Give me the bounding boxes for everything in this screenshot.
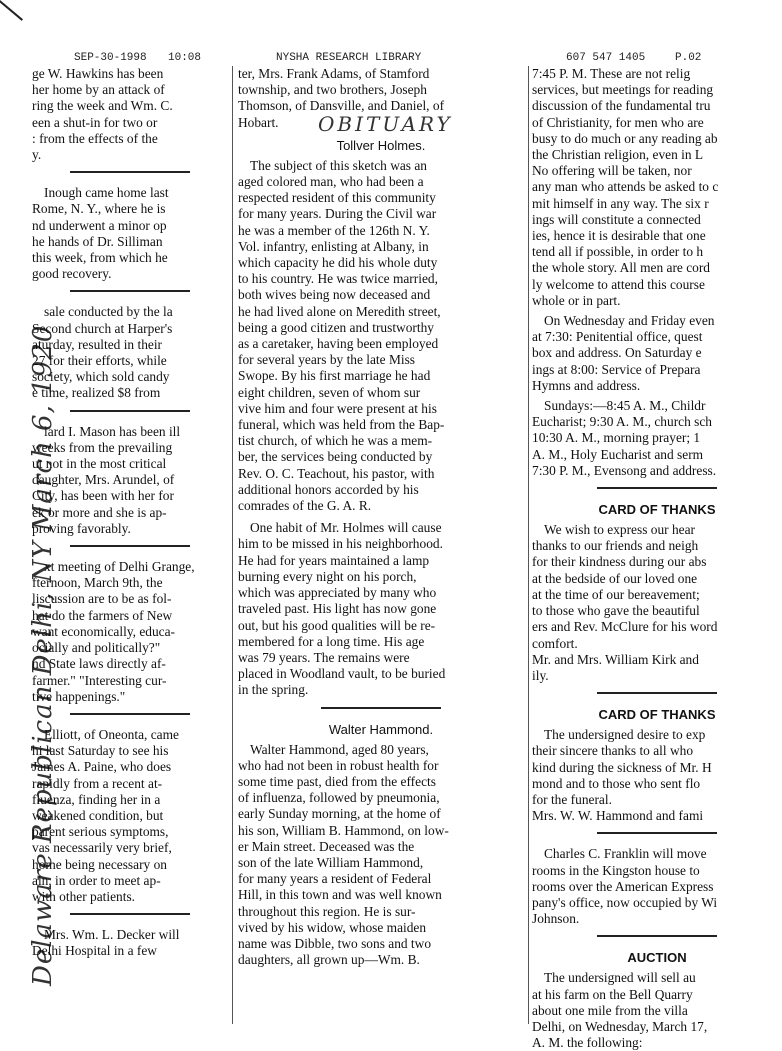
text-line: ly welcome to attend this course — [532, 276, 705, 292]
text-line: Rome, N. Y., where he is — [32, 201, 166, 217]
article-separator — [70, 171, 190, 173]
moving-notice — [532, 846, 782, 927]
text-line: fluenza, finding her in a — [32, 791, 161, 807]
article-separator — [70, 913, 190, 915]
text-line: to his country. He was twice married, — [238, 271, 438, 287]
text-line: placed in Woodland vault, to be buried — [238, 666, 446, 682]
text-line: James A. Paine, who does — [32, 759, 172, 775]
text-line: comrades of the G. A. R. — [238, 498, 372, 514]
text-line: for many years a resident of Federal — [238, 871, 432, 887]
text-line: at 7:30: Penitential office, quest — [532, 329, 703, 345]
text-line: Delhi Hospital in a few — [32, 943, 157, 959]
text-line: aturday, resulted in their — [32, 336, 163, 352]
text-line: for many years. During the Civil war — [238, 206, 437, 222]
church-notice-paragraph — [532, 313, 782, 394]
text-line: ter, Mrs. Frank Adams, of Stamford — [238, 66, 430, 81]
text-line: Mr. and Mrs. William Kirk and — [532, 651, 699, 667]
article-separator — [70, 545, 190, 547]
text-line: eight children, seven of whom sur — [238, 384, 421, 400]
news-item — [32, 185, 228, 282]
column-middle — [238, 66, 524, 1024]
text-line: A. M. the following: — [532, 1035, 643, 1051]
card-of-thanks-heading: CARD OF THANKS — [598, 502, 716, 518]
text-line: vive him and four were present at his — [238, 400, 437, 416]
text-line: box and address. On Saturday e — [532, 345, 702, 361]
card-of-thanks-body — [532, 727, 782, 824]
text-line: her home by an attack of — [32, 82, 165, 98]
text-line: both wives being now deceased and — [238, 287, 431, 303]
text-line: membered for a long time. His age — [238, 633, 425, 649]
column-rule — [232, 66, 233, 1024]
text-line: some time past, died from the effects — [238, 773, 436, 789]
text-line: 27 for their efforts, while — [32, 353, 167, 369]
obituary-paragraph — [238, 742, 524, 969]
text-line: pany's office, now occupied by Wi — [532, 894, 718, 910]
news-item — [32, 559, 228, 705]
text-line: tend all if possible, in order to h — [532, 244, 704, 260]
text-line: 7:30 P. M., Evensong and address. — [532, 462, 717, 478]
text-line: his son, William B. Hammond, on low- — [238, 822, 449, 838]
text-line: in the spring. — [238, 682, 309, 698]
column-left — [32, 66, 228, 1024]
text-line: which was appreciated by many who — [238, 585, 437, 601]
text-line: comfort. — [532, 635, 578, 651]
news-item — [32, 927, 228, 959]
text-line: vived by his widow, whose maiden — [238, 919, 427, 935]
text-line: Johnson. — [532, 911, 580, 927]
text-line: tist church, of which he was a mem- — [238, 433, 433, 449]
text-line: good recovery. — [32, 266, 112, 282]
text-line: ge W. Hawkins has been — [32, 66, 164, 81]
text-line: whole or in part. — [532, 292, 621, 308]
text-line: The subject of this sketch was an — [250, 157, 428, 173]
text-line: him to be missed in his neighborhood. — [238, 536, 443, 552]
text-line: 10:30 A. M., morning prayer; 1 — [532, 430, 701, 446]
text-line: the whole story. All men are cord — [532, 260, 710, 276]
text-line: burning every night on his porch, — [238, 568, 417, 584]
text-line: ocially and politically?" — [32, 640, 161, 656]
text-line: On Wednesday and Friday even — [544, 313, 715, 329]
text-line: He had for years maintained a lamp — [238, 552, 430, 568]
text-line: Eucharist; 9:30 A. M., church sch — [532, 414, 712, 430]
text-line: ring the week and Wm. C. — [32, 98, 173, 114]
auction-heading: AUCTION — [627, 950, 687, 966]
text-line: The undersigned desire to exp — [544, 727, 706, 743]
text-line: Mrs. Wm. L. Decker will — [44, 927, 180, 943]
text-line: as a caretaker, having been employed — [238, 336, 439, 352]
text-line: township, and two brothers, Joseph — [238, 82, 427, 98]
card-of-thanks-body — [532, 522, 782, 684]
article-separator — [597, 832, 717, 834]
article-separator — [70, 410, 190, 412]
text-line: Hymns and address. — [532, 377, 641, 393]
text-line: mond and to those who sent flo — [532, 775, 701, 791]
text-line: ily. — [532, 667, 549, 683]
text-line: throughout this region. He is sur- — [238, 903, 416, 919]
handwritten-obituary-label: OBITUARY — [318, 112, 453, 136]
text-line: services, but meetings for reading — [532, 82, 714, 98]
text-line: Vol. infantry, enlisting at Albany, in — [238, 238, 429, 254]
text-line: with other patients. — [32, 888, 136, 904]
text-line: want economically, educa- — [32, 623, 176, 639]
text-line: of influenza, followed by pneumonia, — [238, 790, 440, 806]
news-item — [32, 727, 228, 905]
text-line: at the time of our bereavement; — [532, 586, 700, 602]
text-line: society, which sold candy — [32, 369, 170, 385]
text-line: nd State laws directly af- — [32, 656, 166, 672]
text-line: ings will constitute a connected — [532, 211, 701, 227]
text-line: about one mile from the villa — [532, 1002, 688, 1018]
text-line: early Sunday morning, at the home of — [238, 806, 441, 822]
text-line: traveled past. His light has now gone — [238, 601, 437, 617]
fax-time: 10:08 — [168, 52, 202, 64]
column-rule — [528, 66, 529, 1024]
church-notice-paragraph — [532, 66, 782, 309]
margin-note-text: Delaware Republican Delhi, NY March 6, 1920 — [28, 324, 58, 986]
auction-body — [532, 970, 782, 1051]
obituary-paragraph — [238, 158, 524, 514]
text-line: proving favorably. — [32, 520, 131, 536]
text-line: xt meeting of Delhi Grange, — [44, 559, 195, 575]
obituary-paragraph — [238, 520, 524, 698]
text-line: fternoon, March 9th, the — [32, 575, 163, 591]
news-item — [32, 304, 228, 401]
text-line: lard I. Mason has been ill — [44, 423, 181, 439]
text-line: their sincere thanks to all who — [532, 743, 694, 759]
text-line: Sundays:—8:45 A. M., Childr — [544, 398, 706, 414]
text-line: Rev. O. C. Teachout, his pastor, with — [238, 465, 435, 481]
text-line: at his farm on the Bell Quarry — [532, 986, 693, 1002]
text-line: discussion of the fundamental tru — [532, 98, 711, 114]
text-line: out, but his good qualities will be re- — [238, 617, 436, 633]
text-line: funeral, which was held from the Bap- — [238, 417, 445, 433]
church-notice-paragraph — [532, 398, 782, 479]
article-separator — [70, 713, 190, 715]
text-line: 7:45 P. M. These are not relig — [532, 66, 691, 81]
text-line: which capacity he did his whole duty — [238, 255, 438, 271]
text-line: sale conducted by the la — [44, 304, 173, 320]
article-separator — [597, 935, 717, 937]
text-line: A. M., Holy Eucharist and serm — [532, 446, 704, 462]
text-line: een a shut-in for two or — [32, 114, 158, 130]
article-separator — [70, 290, 190, 292]
text-line: he had lived alone on Meredith street, — [238, 303, 441, 319]
text-line: ber, the services being conducted by — [238, 449, 433, 465]
corner-mark — [0, 0, 23, 21]
text-line: e time, realized $8 from — [32, 385, 161, 401]
text-line: City, has been with her for — [32, 488, 174, 504]
text-line: the Christian religion, even in L — [532, 147, 704, 163]
text-line: busy to do much or any reading ab — [532, 130, 718, 146]
text-line: son of the late William Hammond, — [238, 854, 424, 870]
text-line: this week, from which he — [32, 250, 168, 266]
text-line: Hobart. — [238, 114, 279, 130]
text-line: rooms in the Kingston house to — [532, 862, 700, 878]
text-line: vas necessarily very brief, — [32, 840, 172, 856]
news-item — [32, 424, 228, 537]
text-line: We wish to express our hear — [544, 522, 696, 538]
text-line: Swope. By his first marriage he had — [238, 368, 431, 384]
text-line: being a good citizen and trustworthy — [238, 319, 434, 335]
text-line: Second church at Harper's — [32, 320, 173, 336]
text-line: Mrs. W. W. Hammond and fami — [532, 808, 704, 824]
text-line: at the bedside of our loved one — [532, 570, 698, 586]
text-line: thanks to our friends and neigh — [532, 538, 699, 554]
text-line: was 79 years. The remains were — [238, 649, 410, 665]
text-line: additional honors accorded by his — [238, 481, 419, 497]
text-line: y. — [32, 147, 42, 163]
text-line: any man who attends be asked to c — [532, 179, 719, 195]
text-line: liscussion are to be as fol- — [32, 591, 172, 607]
news-item — [32, 66, 228, 163]
fax-date: SEP-30-1998 — [74, 52, 147, 64]
text-line: for their kindness during our abs — [532, 554, 707, 570]
text-line: ings at 8:00: Service of Prepara — [532, 361, 701, 377]
text-line: er Main street. Deceased was the — [238, 838, 415, 854]
text-line: home being necessary on — [32, 856, 167, 872]
text-line: Thomson, of Dansville, and Daniel, of — [238, 98, 445, 114]
text-line: hi last Saturday to see his — [32, 743, 169, 759]
text-line: tive happenings." — [32, 688, 126, 704]
article-separator — [321, 707, 441, 709]
text-line: ain, in order to meet ap- — [32, 872, 161, 888]
text-line: ies, hence it is desirable that one — [532, 228, 706, 244]
text-line: Hill, in this town and was well known — [238, 887, 442, 903]
obituary-heading: Walter Hammond. — [328, 721, 434, 737]
fax-phone: 607 547 1405 — [566, 52, 646, 64]
text-line: he was a member of the 126th N. Y. — [238, 222, 430, 238]
text-line: of Christianity, for men who are — [532, 114, 704, 130]
text-line: hat do the farmers of New — [32, 607, 173, 623]
text-line: kind during the sickness of Mr. H — [532, 759, 712, 775]
text-line: to those who gave the beautiful — [532, 603, 700, 619]
text-line: he hands of Dr. Silliman — [32, 233, 163, 249]
text-line: rooms over the American Express — [532, 878, 714, 894]
text-line: rapidly from a recent at- — [32, 775, 163, 791]
text-line: Walter Hammond, aged 80 years, — [250, 741, 429, 757]
card-of-thanks-heading: CARD OF THANKS — [598, 707, 716, 723]
text-line: One habit of Mr. Holmes will cause — [250, 520, 442, 536]
article-separator — [597, 487, 717, 489]
text-line: ek or more and she is ap- — [32, 504, 167, 520]
fax-page: P.02 — [675, 52, 702, 64]
text-line: Charles C. Franklin will move — [544, 846, 707, 862]
text-line: : from the effects of the — [32, 130, 158, 146]
text-line: Inough came home last — [44, 185, 169, 201]
handwritten-margin-note — [2, 96, 58, 996]
text-line: daughters, all grown up—Wm. B. — [238, 952, 420, 968]
text-line: The undersigned will sell au — [544, 970, 696, 986]
text-line: name was Dibble, two sons and two — [238, 935, 432, 951]
text-line: farmer." "Interesting cur- — [32, 672, 167, 688]
column-right — [532, 66, 782, 1051]
text-line: for the funeral. — [532, 791, 612, 807]
text-line: No offering will be taken, nor — [532, 163, 692, 179]
article-separator — [597, 692, 717, 694]
fax-source: NYSHA RESEARCH LIBRARY — [276, 52, 422, 64]
text-line: ut not in the most critical — [32, 456, 167, 472]
text-line: weakened condition, but — [32, 807, 164, 823]
text-line: aged colored man, who had been a — [238, 174, 424, 190]
text-line: ers and Rev. McClure for his word — [532, 619, 718, 635]
text-line: who had not been in robust health for — [238, 757, 439, 773]
text-line: daughter, Mrs. Arundel, of — [32, 472, 175, 488]
text-line: mit himself in any way. The six r — [532, 195, 709, 211]
text-line: respected resident of this community — [238, 190, 436, 206]
text-line: parent serious symptoms, — [32, 824, 169, 840]
text-line: weeks from the prevailing — [32, 439, 173, 455]
text-line: for several years by the late Miss — [238, 352, 415, 368]
text-line: Delhi, on Wednesday, March 17, — [532, 1018, 708, 1034]
text-line: Elliott, of Oneonta, came — [44, 726, 179, 742]
text-line: nd underwent a minor op — [32, 217, 167, 233]
obituary-heading: Tollver Holmes. — [336, 137, 426, 153]
